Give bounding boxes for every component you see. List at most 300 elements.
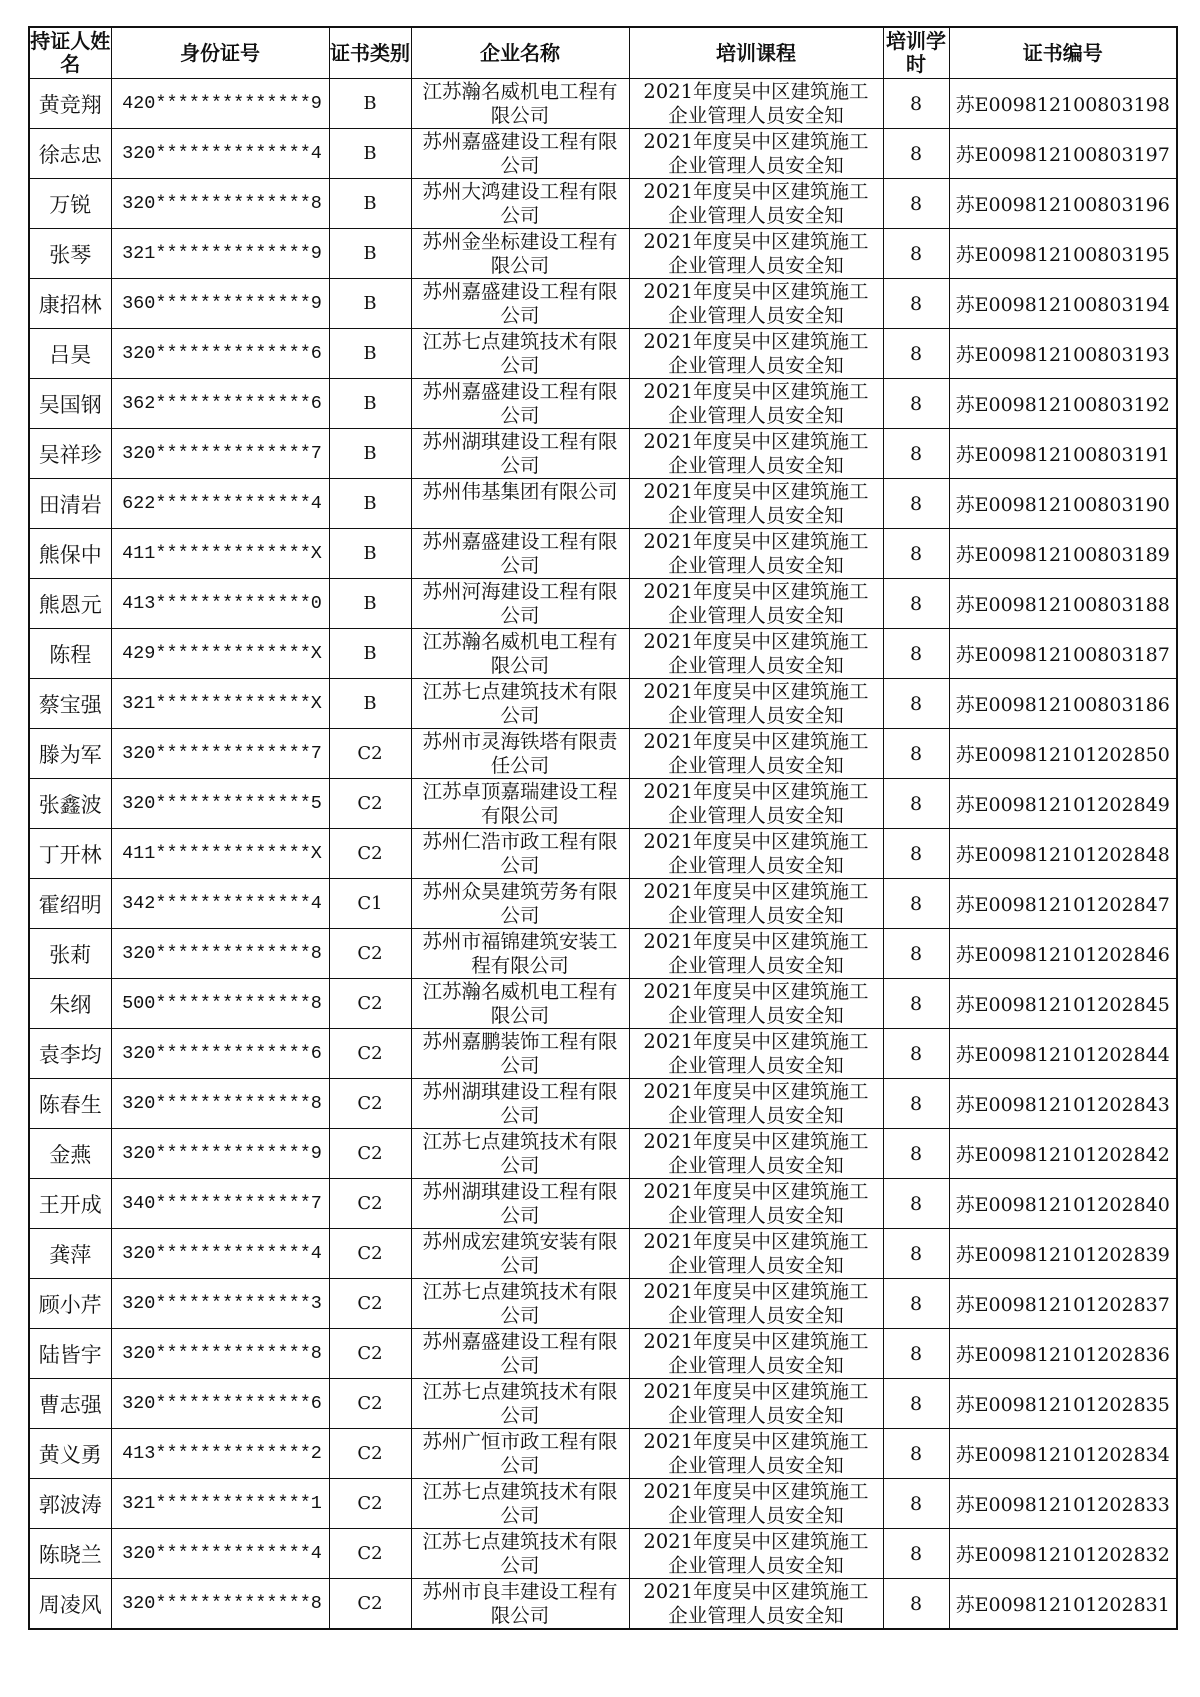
company-name-cell-text: 苏州嘉盛建设工程有限公司: [422, 1329, 618, 1376]
company-name-cell-text: 江苏瀚名威机电工程有限公司: [422, 979, 618, 1026]
training-course-cell: [629, 1329, 883, 1379]
training-hours-cell: 8: [883, 1179, 949, 1229]
certificate-category-cell: B: [329, 579, 411, 629]
training-hours-cell: 8: [883, 1479, 949, 1529]
certificate-category-cell: C2: [329, 1129, 411, 1179]
training-course-cell: [629, 1279, 883, 1329]
training-course-cell-text: 2021年度吴中区建筑施工企业管理人员安全知: [643, 1229, 869, 1276]
holder-name-cell: 龚萍: [29, 1229, 111, 1279]
header-company: 企业名称: [411, 27, 629, 79]
id-number-cell: 321**************1: [111, 1479, 329, 1529]
holder-name-cell: 朱纲: [29, 979, 111, 1029]
holder-name-cell: 张莉: [29, 929, 111, 979]
training-hours-cell: 8: [883, 1229, 949, 1279]
training-hours-cell: 8: [883, 1129, 949, 1179]
certificate-table-sheet: [28, 26, 1176, 1630]
company-name-cell-text: 苏州嘉盛建设工程有限公司: [422, 529, 618, 576]
holder-name-cell: 蔡宝强: [29, 679, 111, 729]
holder-name-cell: 万锐: [29, 179, 111, 229]
company-name-cell: [411, 1329, 629, 1379]
certificate-category-cell: B: [329, 279, 411, 329]
training-course-cell: [629, 429, 883, 479]
company-name-cell: [411, 229, 629, 279]
table-row: [29, 379, 1177, 429]
training-course-cell-text: 2021年度吴中区建筑施工企业管理人员安全知: [643, 679, 869, 726]
training-hours-cell: 8: [883, 679, 949, 729]
id-number-cell: 320**************7: [111, 729, 329, 779]
certificate-number-cell: 苏E009812101202840: [949, 1179, 1177, 1229]
holder-name-cell: 黄义勇: [29, 1429, 111, 1479]
certificate-number-cell: 苏E009812101202834: [949, 1429, 1177, 1479]
training-course-cell-text: 2021年度吴中区建筑施工企业管理人员安全知: [643, 1479, 869, 1526]
id-number-cell: 320**************4: [111, 129, 329, 179]
certificate-number-cell: 苏E009812100803193: [949, 329, 1177, 379]
training-course-cell: [629, 1179, 883, 1229]
training-course-cell: [629, 879, 883, 929]
company-name-cell: [411, 1229, 629, 1279]
company-name-cell: [411, 79, 629, 129]
table-row: [29, 1529, 1177, 1579]
training-course-cell: [629, 329, 883, 379]
training-course-cell: [629, 1479, 883, 1529]
company-name-cell-text: 江苏七点建筑技术有限公司: [422, 1479, 618, 1526]
table-row: [29, 629, 1177, 679]
company-name-cell-text: 苏州嘉盛建设工程有限公司: [422, 379, 618, 426]
training-course-cell-text: 2021年度吴中区建筑施工企业管理人员安全知: [643, 829, 869, 876]
training-course-cell-text: 2021年度吴中区建筑施工企业管理人员安全知: [643, 479, 869, 526]
company-name-cell-text: 苏州伟基集团有限公司: [422, 479, 618, 503]
training-course-cell: [629, 1379, 883, 1429]
company-name-cell-text: 苏州嘉盛建设工程有限公司: [422, 279, 618, 326]
training-hours-cell: 8: [883, 129, 949, 179]
company-name-cell: [411, 929, 629, 979]
holder-name-cell: 丁开林: [29, 829, 111, 879]
holder-name-cell: 周凌风: [29, 1579, 111, 1630]
certificate-number-cell: 苏E009812101202845: [949, 979, 1177, 1029]
table-row: [29, 1329, 1177, 1379]
certificate-number-cell: 苏E009812101202837: [949, 1279, 1177, 1329]
header-hours: 培训学时: [883, 27, 949, 79]
certificate-number-cell: 苏E009812101202850: [949, 729, 1177, 779]
certificate-number-cell: 苏E009812100803194: [949, 279, 1177, 329]
id-number-cell: 320**************8: [111, 1329, 329, 1379]
company-name-cell: [411, 379, 629, 429]
company-name-cell: [411, 1429, 629, 1479]
table-row: [29, 1279, 1177, 1329]
id-number-cell: 429**************X: [111, 629, 329, 679]
certificate-number-cell: 苏E009812100803186: [949, 679, 1177, 729]
training-hours-cell: 8: [883, 579, 949, 629]
certificate-number-cell: 苏E009812101202846: [949, 929, 1177, 979]
training-hours-cell: 8: [883, 379, 949, 429]
training-hours-cell: 8: [883, 929, 949, 979]
company-name-cell-text: 苏州湖琪建设工程有限公司: [422, 1079, 618, 1126]
training-hours-cell: 8: [883, 1529, 949, 1579]
table-row: [29, 479, 1177, 529]
certificate-number-cell: 苏E009812100803196: [949, 179, 1177, 229]
training-course-cell-text: 2021年度吴中区建筑施工企业管理人员安全知: [643, 1529, 869, 1576]
company-name-cell-text: 苏州成宏建筑安装有限公司: [422, 1229, 618, 1276]
certificate-number-cell: 苏E009812100803187: [949, 629, 1177, 679]
training-course-cell: [629, 1029, 883, 1079]
training-course-cell: [629, 579, 883, 629]
company-name-cell: [411, 129, 629, 179]
id-number-cell: 321**************X: [111, 679, 329, 729]
training-course-cell-text: 2021年度吴中区建筑施工企业管理人员安全知: [643, 1579, 869, 1626]
holder-name-cell: 滕为军: [29, 729, 111, 779]
certificate-category-cell: C2: [329, 979, 411, 1029]
certificate-category-cell: C2: [329, 1529, 411, 1579]
company-name-cell-text: 苏州嘉鹏装饰工程有限公司: [422, 1029, 618, 1076]
training-hours-cell: 8: [883, 1079, 949, 1129]
company-name-cell: [411, 829, 629, 879]
training-hours-cell: 8: [883, 879, 949, 929]
certificate-table: [28, 26, 1178, 1630]
id-number-cell: 320**************4: [111, 1529, 329, 1579]
training-hours-cell: 8: [883, 1379, 949, 1429]
table-row: [29, 1379, 1177, 1429]
company-name-cell-text: 苏州湖琪建设工程有限公司: [422, 1179, 618, 1226]
training-hours-cell: 8: [883, 79, 949, 129]
company-name-cell-text: 江苏七点建筑技术有限公司: [422, 1529, 618, 1576]
certificate-category-cell: B: [329, 129, 411, 179]
certificate-category-cell: B: [329, 379, 411, 429]
company-name-cell: [411, 1279, 629, 1329]
certificate-category-cell: C2: [329, 1279, 411, 1329]
table-row: [29, 1079, 1177, 1129]
certificate-category-cell: B: [329, 479, 411, 529]
company-name-cell: [411, 879, 629, 929]
table-row: [29, 829, 1177, 879]
certificate-number-cell: 苏E009812100803191: [949, 429, 1177, 479]
certificate-category-cell: B: [329, 429, 411, 479]
header-name: 持证人姓名: [29, 27, 111, 79]
training-course-cell-text: 2021年度吴中区建筑施工企业管理人员安全知: [643, 779, 869, 826]
company-name-cell: [411, 1029, 629, 1079]
training-course-cell: [629, 229, 883, 279]
training-course-cell-text: 2021年度吴中区建筑施工企业管理人员安全知: [643, 329, 869, 376]
training-course-cell: [629, 1579, 883, 1630]
holder-name-cell: 陈程: [29, 629, 111, 679]
certificate-category-cell: C1: [329, 879, 411, 929]
certificate-category-cell: C2: [329, 729, 411, 779]
training-course-cell: [629, 679, 883, 729]
certificate-number-cell: 苏E009812101202842: [949, 1129, 1177, 1179]
table-row: [29, 1029, 1177, 1079]
id-number-cell: 320**************6: [111, 1379, 329, 1429]
table-row: [29, 229, 1177, 279]
company-name-cell: [411, 779, 629, 829]
training-course-cell-text: 2021年度吴中区建筑施工企业管理人员安全知: [643, 529, 869, 576]
company-name-cell: [411, 1579, 629, 1630]
certificate-number-cell: 苏E009812100803190: [949, 479, 1177, 529]
id-number-cell: 413**************2: [111, 1429, 329, 1479]
company-name-cell-text: 苏州嘉盛建设工程有限公司: [422, 129, 618, 176]
certificate-category-cell: B: [329, 329, 411, 379]
training-hours-cell: 8: [883, 1029, 949, 1079]
table-body: [29, 79, 1177, 1630]
training-hours-cell: 8: [883, 729, 949, 779]
training-course-cell-text: 2021年度吴中区建筑施工企业管理人员安全知: [643, 579, 869, 626]
holder-name-cell: 张琴: [29, 229, 111, 279]
company-name-cell-text: 江苏七点建筑技术有限公司: [422, 329, 618, 376]
training-course-cell: [629, 79, 883, 129]
training-hours-cell: 8: [883, 329, 949, 379]
training-hours-cell: 8: [883, 629, 949, 679]
training-course-cell: [629, 829, 883, 879]
training-hours-cell: 8: [883, 229, 949, 279]
table-row: [29, 279, 1177, 329]
table-row: [29, 429, 1177, 479]
training-course-cell-text: 2021年度吴中区建筑施工企业管理人员安全知: [643, 879, 869, 926]
id-number-cell: 320**************8: [111, 179, 329, 229]
training-course-cell: [629, 1429, 883, 1479]
table-row: [29, 1479, 1177, 1529]
company-name-cell: [411, 1129, 629, 1179]
company-name-cell: [411, 679, 629, 729]
certificate-category-cell: B: [329, 679, 411, 729]
certificate-category-cell: C2: [329, 1179, 411, 1229]
training-hours-cell: 8: [883, 1579, 949, 1630]
training-course-cell: [629, 129, 883, 179]
certificate-category-cell: C2: [329, 1329, 411, 1379]
table-row: [29, 729, 1177, 779]
company-name-cell-text: 苏州市福锦建筑安装工程有限公司: [422, 929, 618, 976]
training-course-cell-text: 2021年度吴中区建筑施工企业管理人员安全知: [643, 1379, 869, 1426]
training-course-cell-text: 2021年度吴中区建筑施工企业管理人员安全知: [643, 179, 869, 226]
holder-name-cell: 郭波涛: [29, 1479, 111, 1529]
certificate-category-cell: B: [329, 179, 411, 229]
training-hours-cell: 8: [883, 179, 949, 229]
company-name-cell-text: 江苏七点建筑技术有限公司: [422, 1279, 618, 1326]
company-name-cell: [411, 629, 629, 679]
certificate-number-cell: 苏E009812101202835: [949, 1379, 1177, 1429]
id-number-cell: 320**************6: [111, 1029, 329, 1079]
id-number-cell: 342**************4: [111, 879, 329, 929]
certificate-category-cell: C2: [329, 929, 411, 979]
company-name-cell: [411, 529, 629, 579]
certificate-category-cell: B: [329, 229, 411, 279]
training-course-cell: [629, 779, 883, 829]
training-course-cell: [629, 929, 883, 979]
table-row: [29, 779, 1177, 829]
id-number-cell: 320**************8: [111, 1579, 329, 1630]
id-number-cell: 360**************9: [111, 279, 329, 329]
training-course-cell-text: 2021年度吴中区建筑施工企业管理人员安全知: [643, 979, 869, 1026]
header-row: [29, 27, 1177, 79]
company-name-cell-text: 江苏卓顶嘉瑞建设工程有限公司: [422, 779, 618, 826]
id-number-cell: 500**************8: [111, 979, 329, 1029]
certificate-number-cell: 苏E009812100803195: [949, 229, 1177, 279]
certificate-category-cell: C2: [329, 1229, 411, 1279]
training-hours-cell: 8: [883, 279, 949, 329]
certificate-number-cell: 苏E009812101202847: [949, 879, 1177, 929]
training-hours-cell: 8: [883, 979, 949, 1029]
training-course-cell: [629, 279, 883, 329]
company-name-cell: [411, 179, 629, 229]
training-course-cell-text: 2021年度吴中区建筑施工企业管理人员安全知: [643, 1429, 869, 1476]
certificate-category-cell: B: [329, 629, 411, 679]
company-name-cell: [411, 479, 629, 529]
id-number-cell: 413**************0: [111, 579, 329, 629]
id-number-cell: 320**************6: [111, 329, 329, 379]
id-number-cell: 411**************X: [111, 529, 329, 579]
training-course-cell: [629, 1079, 883, 1129]
header-course: 培训课程: [629, 27, 883, 79]
holder-name-cell: 顾小芹: [29, 1279, 111, 1329]
table-row: [29, 979, 1177, 1029]
holder-name-cell: 熊恩元: [29, 579, 111, 629]
company-name-cell: [411, 579, 629, 629]
company-name-cell: [411, 1479, 629, 1529]
certificate-number-cell: 苏E009812100803189: [949, 529, 1177, 579]
training-course-cell: [629, 479, 883, 529]
training-course-cell-text: 2021年度吴中区建筑施工企业管理人员安全知: [643, 229, 869, 276]
id-number-cell: 362**************6: [111, 379, 329, 429]
id-number-cell: 420**************9: [111, 79, 329, 129]
company-name-cell: [411, 729, 629, 779]
training-hours-cell: 8: [883, 479, 949, 529]
id-number-cell: 320**************4: [111, 1229, 329, 1279]
training-course-cell-text: 2021年度吴中区建筑施工企业管理人员安全知: [643, 379, 869, 426]
training-course-cell-text: 2021年度吴中区建筑施工企业管理人员安全知: [643, 1129, 869, 1176]
company-name-cell-text: 苏州仁浩市政工程有限公司: [422, 829, 618, 876]
training-course-cell: [629, 1129, 883, 1179]
holder-name-cell: 吕昊: [29, 329, 111, 379]
company-name-cell-text: 苏州大鸿建设工程有限公司: [422, 179, 618, 226]
holder-name-cell: 熊保中: [29, 529, 111, 579]
header-cert-no: 证书编号: [949, 27, 1177, 79]
certificate-category-cell: C2: [329, 1479, 411, 1529]
certificate-category-cell: B: [329, 529, 411, 579]
id-number-cell: 320**************9: [111, 1129, 329, 1179]
id-number-cell: 320**************3: [111, 1279, 329, 1329]
company-name-cell-text: 苏州河海建设工程有限公司: [422, 579, 618, 626]
holder-name-cell: 霍绍明: [29, 879, 111, 929]
training-course-cell-text: 2021年度吴中区建筑施工企业管理人员安全知: [643, 1329, 869, 1376]
certificate-number-cell: 苏E009812101202839: [949, 1229, 1177, 1279]
table-row: [29, 1229, 1177, 1279]
holder-name-cell: 吴祥珍: [29, 429, 111, 479]
training-course-cell-text: 2021年度吴中区建筑施工企业管理人员安全知: [643, 1079, 869, 1126]
certificate-number-cell: 苏E009812101202848: [949, 829, 1177, 879]
certificate-number-cell: 苏E009812101202832: [949, 1529, 1177, 1579]
training-course-cell-text: 2021年度吴中区建筑施工企业管理人员安全知: [643, 129, 869, 176]
holder-name-cell: 吴国钢: [29, 379, 111, 429]
company-name-cell-text: 江苏七点建筑技术有限公司: [422, 1379, 618, 1426]
training-course-cell: [629, 629, 883, 679]
certificate-category-cell: C2: [329, 1579, 411, 1630]
holder-name-cell: 王开成: [29, 1179, 111, 1229]
id-number-cell: 320**************8: [111, 1079, 329, 1129]
table-row: [29, 129, 1177, 179]
training-course-cell-text: 2021年度吴中区建筑施工企业管理人员安全知: [643, 279, 869, 326]
company-name-cell: [411, 1179, 629, 1229]
header-id: 身份证号: [111, 27, 329, 79]
company-name-cell: [411, 429, 629, 479]
training-course-cell: [629, 979, 883, 1029]
training-course-cell-text: 2021年度吴中区建筑施工企业管理人员安全知: [643, 79, 869, 126]
certificate-category-cell: B: [329, 79, 411, 129]
certificate-number-cell: 苏E009812101202836: [949, 1329, 1177, 1379]
holder-name-cell: 康招林: [29, 279, 111, 329]
table-row: [29, 879, 1177, 929]
training-course-cell-text: 2021年度吴中区建筑施工企业管理人员安全知: [643, 1279, 869, 1326]
training-hours-cell: 8: [883, 1329, 949, 1379]
training-course-cell: [629, 1529, 883, 1579]
company-name-cell-text: 江苏七点建筑技术有限公司: [422, 1129, 618, 1176]
certificate-category-cell: C2: [329, 1079, 411, 1129]
table-row: [29, 179, 1177, 229]
table-row: [29, 1579, 1177, 1630]
table-row: [29, 1129, 1177, 1179]
id-number-cell: 340**************7: [111, 1179, 329, 1229]
holder-name-cell: 陆皆宇: [29, 1329, 111, 1379]
company-name-cell: [411, 1379, 629, 1429]
training-course-cell: [629, 379, 883, 429]
id-number-cell: 320**************7: [111, 429, 329, 479]
company-name-cell-text: 苏州金坐标建设工程有限公司: [422, 229, 618, 276]
id-number-cell: 622**************4: [111, 479, 329, 529]
certificate-category-cell: C2: [329, 1029, 411, 1079]
certificate-number-cell: 苏E009812100803197: [949, 129, 1177, 179]
certificate-number-cell: 苏E009812101202849: [949, 779, 1177, 829]
certificate-number-cell: 苏E009812101202844: [949, 1029, 1177, 1079]
training-hours-cell: 8: [883, 829, 949, 879]
training-course-cell-text: 2021年度吴中区建筑施工企业管理人员安全知: [643, 1029, 869, 1076]
holder-name-cell: 张鑫波: [29, 779, 111, 829]
company-name-cell: [411, 329, 629, 379]
certificate-number-cell: 苏E009812101202833: [949, 1479, 1177, 1529]
holder-name-cell: 黄竞翔: [29, 79, 111, 129]
training-course-cell-text: 2021年度吴中区建筑施工企业管理人员安全知: [643, 729, 869, 776]
certificate-number-cell: 苏E009812100803188: [949, 579, 1177, 629]
training-hours-cell: 8: [883, 1429, 949, 1479]
table-row: [29, 1179, 1177, 1229]
id-number-cell: 320**************8: [111, 929, 329, 979]
training-course-cell: [629, 529, 883, 579]
id-number-cell: 321**************9: [111, 229, 329, 279]
certificate-number-cell: 苏E009812101202831: [949, 1579, 1177, 1630]
training-hours-cell: 8: [883, 429, 949, 479]
holder-name-cell: 陈晓兰: [29, 1529, 111, 1579]
company-name-cell: [411, 1529, 629, 1579]
training-course-cell: [629, 1229, 883, 1279]
company-name-cell-text: 苏州市灵海铁塔有限责任公司: [422, 729, 618, 776]
certificate-number-cell: 苏E009812100803192: [949, 379, 1177, 429]
id-number-cell: 411**************X: [111, 829, 329, 879]
certificate-number-cell: 苏E009812101202843: [949, 1079, 1177, 1129]
training-hours-cell: 8: [883, 529, 949, 579]
company-name-cell: [411, 979, 629, 1029]
certificate-category-cell: C2: [329, 779, 411, 829]
certificate-category-cell: C2: [329, 829, 411, 879]
certificate-category-cell: C2: [329, 1429, 411, 1479]
table-row: [29, 579, 1177, 629]
training-course-cell: [629, 729, 883, 779]
company-name-cell: [411, 279, 629, 329]
id-number-cell: 320**************5: [111, 779, 329, 829]
holder-name-cell: 陈春生: [29, 1079, 111, 1129]
training-course-cell-text: 2021年度吴中区建筑施工企业管理人员安全知: [643, 429, 869, 476]
training-course-cell-text: 2021年度吴中区建筑施工企业管理人员安全知: [643, 629, 869, 676]
table-row: [29, 529, 1177, 579]
company-name-cell-text: 苏州市良丰建设工程有限公司: [422, 1579, 618, 1626]
table-row: [29, 329, 1177, 379]
header-category: 证书类别: [329, 27, 411, 79]
table-row: [29, 1429, 1177, 1479]
certificate-number-cell: 苏E009812100803198: [949, 79, 1177, 129]
